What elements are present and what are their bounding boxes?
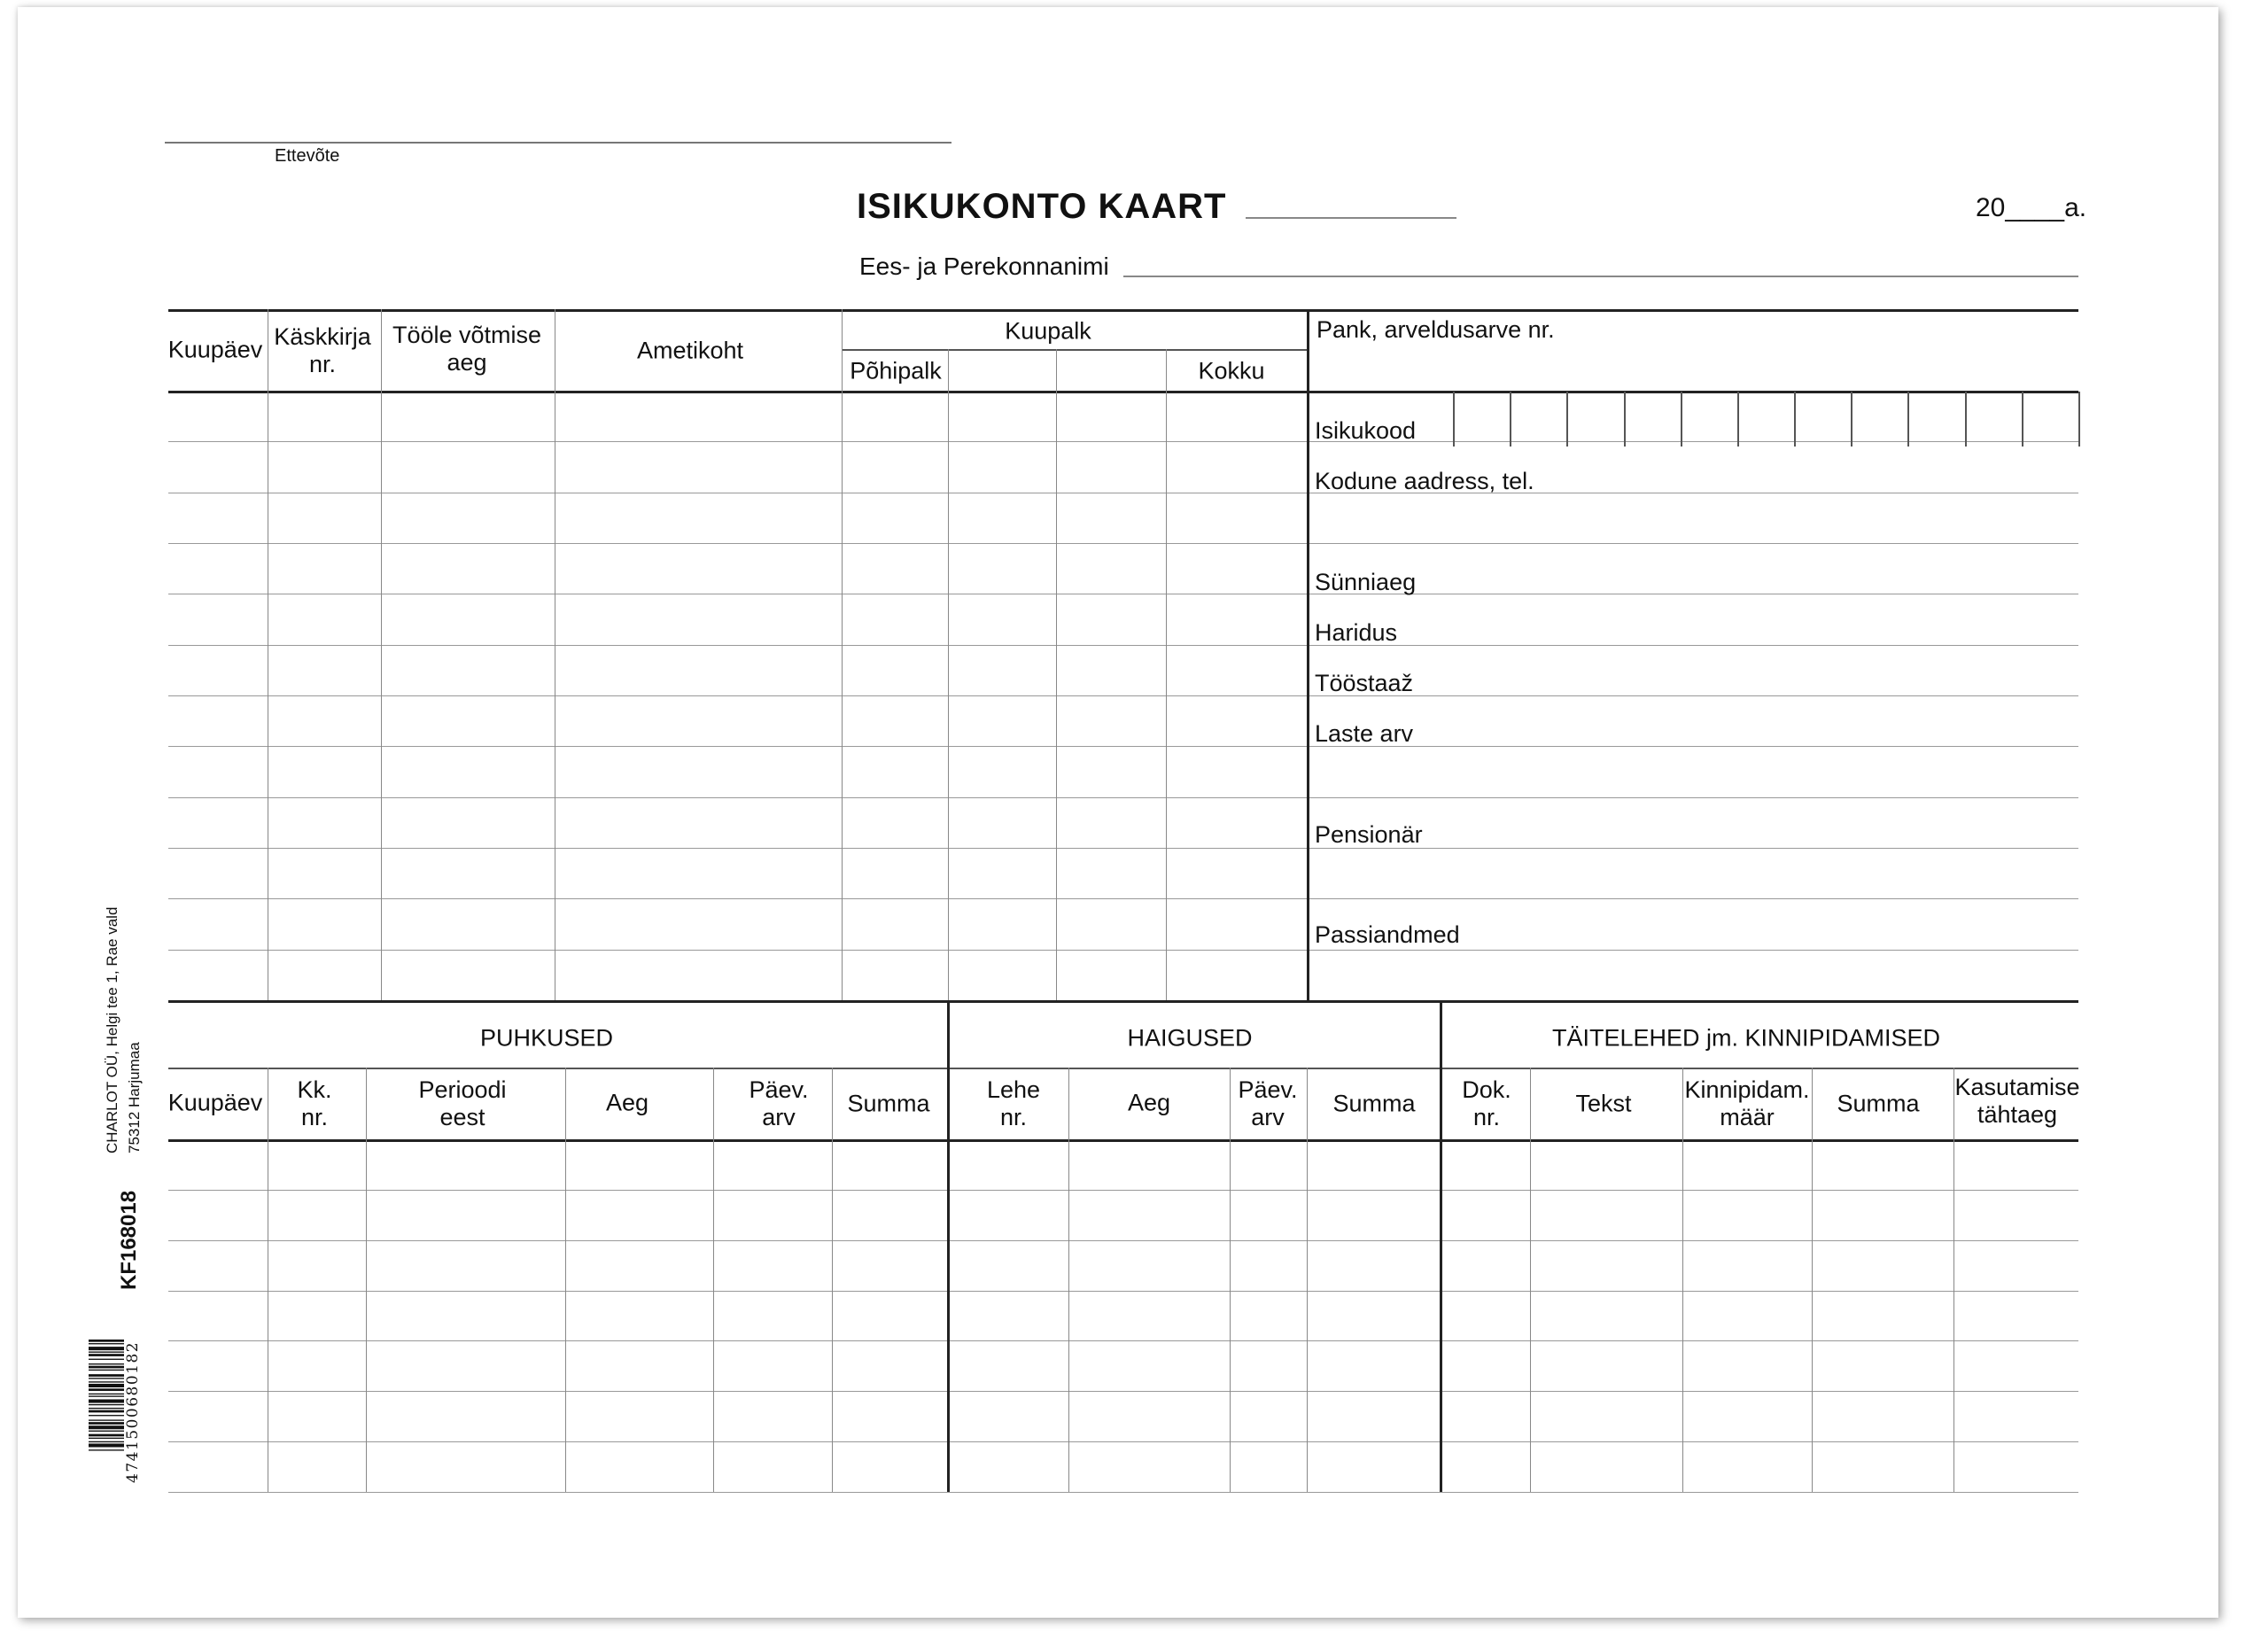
id-code-box[interactable] [1624,392,1682,447]
name-line [1123,276,2078,277]
bottom-col-line [1530,1068,1531,1492]
header-v-date: Kuupäev [167,1089,263,1116]
page-title: ISIKUKONTO KAART [857,187,1227,226]
product-code: KF168018 [117,1190,141,1290]
bottom-row-line [168,1291,2078,1292]
barcode-bar [89,1395,124,1396]
header-total: Kokku [1198,357,1265,384]
barcode-bar [89,1384,124,1387]
education-label: Haridus [1315,619,1398,646]
header-e-amount-line2: määr [1720,1104,1775,1130]
id-code-box[interactable] [1965,392,2023,447]
header-hire-time-line2: aeg [447,349,487,376]
header-s-days-line2: arv [1251,1104,1285,1130]
id-code-box[interactable] [1566,392,1625,447]
section-sickness: HAIGUSED [1127,1024,1253,1052]
id-code-boxes [1453,392,2080,447]
bottom-row-line [168,1340,2078,1341]
header-hire-time-line1: Tööle võtmise [392,321,542,348]
barcode [89,1340,144,1483]
header-e-doc [1462,1076,1511,1131]
header-v-time: Aeg [605,1089,649,1116]
barcode-bar [89,1340,124,1342]
passport-label: Passiandmed [1315,921,1460,948]
section-enforcement: TÄITELEHED jm. KINNIPIDAMISED [1551,1024,1941,1052]
barcode-bar [89,1374,124,1377]
main-row-line [168,746,2078,747]
id-code-label: Isikukood [1315,417,1417,444]
bottom-row-line [168,1190,2078,1191]
id-code-box[interactable] [1737,392,1796,447]
barcode-bar [89,1441,124,1442]
bottom-row-line [168,1391,2078,1392]
header-v-days-line1: Päev. [749,1076,809,1103]
id-code-box[interactable] [1681,392,1739,447]
bottom-col-line [1953,1068,1954,1492]
id-code-box[interactable] [1851,392,1909,447]
barcode-bar [89,1408,124,1409]
bottom-col-line [1307,1068,1308,1492]
address-label: Kodune aadress, tel. [1315,468,1534,494]
section-vacations: PUHKUSED [479,1024,614,1052]
barcode-bar [89,1381,124,1382]
header-v-sum: Summa [847,1090,930,1117]
form-sheet [18,7,2218,1618]
header-s-sheet [987,1076,1040,1131]
barcode-bar [89,1404,124,1405]
year-prefix: 20 [1976,193,2006,222]
header-s-days [1238,1076,1297,1131]
header-s-time: Aeg [1127,1089,1171,1116]
header-e-doc-line2: nr. [1472,1104,1501,1130]
barcode-bar [89,1415,124,1416]
salary-group-divider [842,349,1308,351]
header-v-period [418,1076,506,1131]
header-position: Ametikoht [636,337,744,364]
barcode-bar [89,1378,124,1379]
bottom-col-line [832,1068,833,1492]
id-code-box[interactable] [1453,392,1511,447]
header-v-period-line1: Perioodi [418,1076,507,1103]
header-s-days-line1: Päev. [1238,1076,1298,1103]
main-row-line [168,797,2078,798]
barcode-bar [89,1410,124,1413]
barcode-bar [89,1370,124,1371]
publisher-info [101,907,145,1153]
header-e-sum: Summa [1837,1090,1920,1117]
publisher-line2: 75312 Harjumaa [126,1042,143,1153]
bottom-col-line [713,1068,714,1492]
bank-label: Pank, arveldusarve nr. [1317,316,1555,343]
main-col-line [381,309,382,1000]
bottom-col-line [565,1068,566,1492]
header-hire-time [392,322,541,377]
barcode-bar [89,1443,124,1447]
header-e-amount [1684,1076,1809,1131]
company-label: Ettevõte [275,146,340,166]
main-row-line [168,848,2078,849]
header-order-no-line2: nr. [308,351,337,377]
header-e-doc-line1: Dok. [1462,1076,1511,1103]
barcode-number: 4741500680182 [124,1340,142,1483]
children-label: Laste arv [1315,720,1414,747]
barcode-bar [89,1419,124,1420]
year-field [1976,193,2086,224]
bottom-row-line [168,1492,2078,1493]
main-table-bottom [168,1000,2078,1003]
header-e-due-line2: tähtaeg [1977,1101,2058,1128]
header-date: Kuupäev [167,336,263,363]
barcode-bar [89,1363,124,1364]
main-personal-divider [1307,309,1309,1000]
header-v-kk-line1: Kk. [297,1076,332,1103]
bottom-section-divider [1440,1000,1442,1492]
title-blank-line [1246,217,1456,219]
barcode-bar [89,1347,124,1350]
header-e-due [1954,1074,2079,1129]
company-line [165,142,951,144]
id-code-box[interactable] [1794,392,1852,447]
year-suffix: a. [2064,193,2087,222]
main-header-bottom [168,391,1308,393]
header-v-days [749,1076,808,1131]
bottom-col-line [366,1068,367,1492]
main-col-line [842,309,843,1000]
barcode-bars [89,1340,124,1483]
barcode-bar [89,1431,124,1432]
barcode-bar [89,1359,124,1360]
header-s-sheet-line2: nr. [999,1104,1028,1130]
main-col-line [1056,349,1057,1000]
header-v-kk-line2: nr. [300,1104,329,1130]
barcode-bar [89,1438,124,1439]
main-row-line [168,695,2078,696]
id-code-box[interactable] [1510,392,1568,447]
bottom-header-bottom [168,1139,2078,1142]
name-label: Ees- ja Perekonnanimi [859,252,1109,280]
main-col-line [1166,349,1167,1000]
id-code-box[interactable] [2022,392,2080,447]
bottom-col-line [1068,1068,1069,1492]
barcode-bar [89,1449,124,1450]
header-v-kk [297,1076,331,1131]
header-e-text: Tekst [1575,1090,1632,1117]
barcode-bar [89,1354,124,1356]
year-blank: ____ [2005,193,2065,222]
id-code-box[interactable] [1907,392,1966,447]
header-e-due-line1: Kasutamise [1954,1073,2080,1100]
main-row-line [168,898,2078,899]
main-row-line [168,543,2078,544]
work-experience-label: Tööstaaž [1315,670,1414,696]
barcode-bar [89,1343,124,1344]
header-v-period-line2: eest [439,1104,485,1130]
header-s-sheet-line1: Lehe [986,1076,1041,1103]
header-order-no [274,323,371,378]
bottom-col-line [1812,1068,1813,1492]
main-table-top [168,309,2078,312]
main-row-line [168,950,2078,951]
bottom-sections-divider [168,1068,2078,1069]
header-s-sum: Summa [1332,1090,1416,1117]
barcode-bar [89,1422,124,1425]
header-base-salary: Põhipalk [850,357,942,384]
header-v-days-line2: arv [762,1104,796,1130]
birth-label: Sünniaeg [1315,569,1417,595]
header-order-no-line1: Käskkirja [274,322,371,350]
barcode-bar [89,1352,124,1353]
bottom-col-line [1682,1068,1683,1492]
header-salary-group: Kuupalk [1005,317,1091,345]
publisher-line1: CHARLOT OÜ, Helgi tee 1, Rae vald [104,906,120,1153]
barcode-bar [89,1425,124,1429]
main-col-line [948,349,949,1000]
header-e-amount-line1: Kinnipidam. [1684,1076,1810,1103]
bottom-row-line [168,1441,2078,1442]
barcode-bar [89,1388,124,1391]
barcode-bar [89,1400,124,1403]
barcode-bar [89,1434,124,1437]
bottom-section-divider [947,1000,950,1492]
pensioner-label: Pensionär [1315,821,1423,848]
bottom-row-line [168,1240,2078,1241]
main-row-line [168,645,2078,646]
bottom-col-line [1230,1068,1231,1492]
barcode-bar [89,1366,124,1369]
